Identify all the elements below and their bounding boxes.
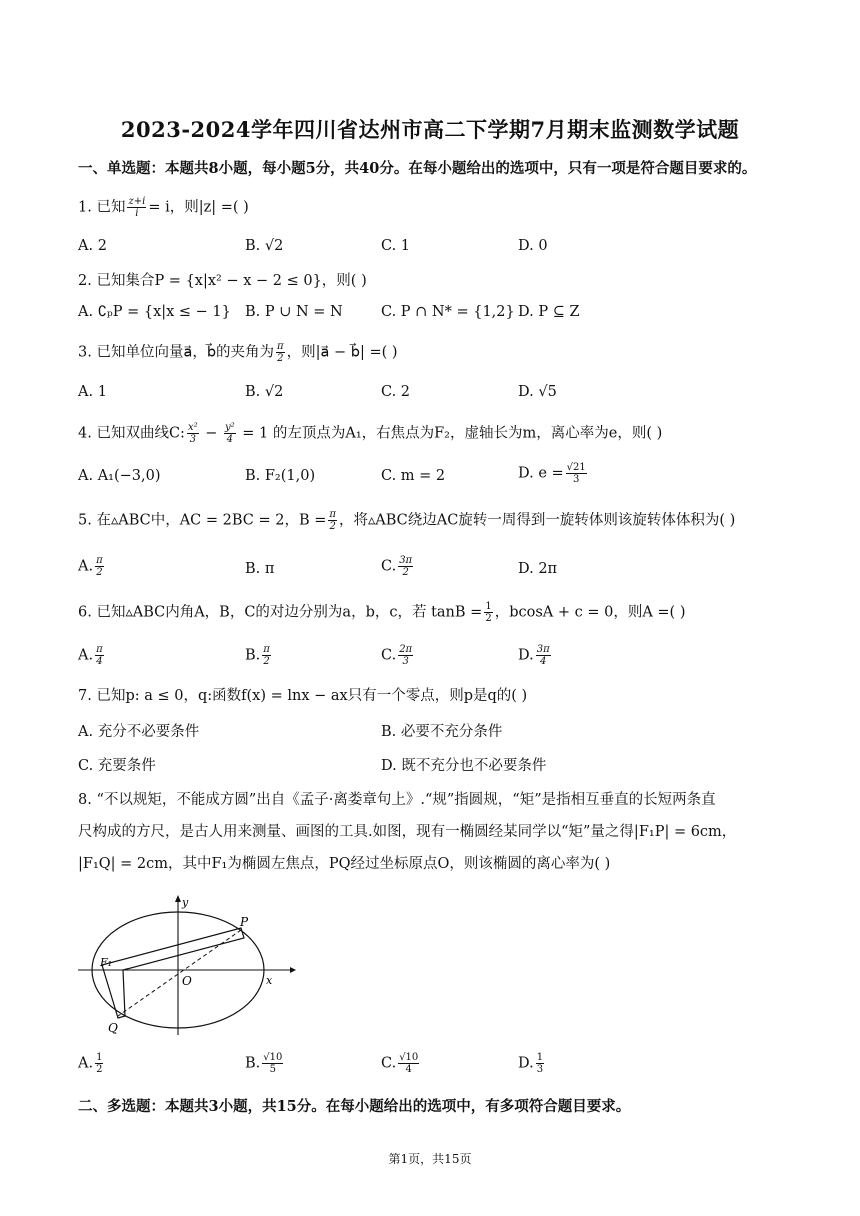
question-5-stem-a: 5. 在▵ABC中，AC = 2BC = 2，B = <box>78 512 327 529</box>
q8-option-b: B. $\frac{√10}{5}$ <box>245 1052 283 1075</box>
q6-option-a: A. $\frac{\pi}{4}$ <box>78 644 103 667</box>
question-4-stem-a: 4. 已知双曲线C: <box>78 425 185 442</box>
q5-option-c: C. $\frac{3\pi}{2}$ <box>381 555 413 578</box>
question-3-fraction: $\frac{\pi}{2}$ <box>277 341 284 364</box>
q2-option-d: D. P ⊆ Z <box>518 304 580 320</box>
y-axis-arrow-icon <box>175 895 181 902</box>
square-ruler <box>102 928 244 1018</box>
q4-option-d <box>518 462 589 485</box>
segment-pq <box>118 930 241 1016</box>
label-y: y <box>182 896 189 909</box>
q6-option-c: C. $\frac{2\pi}{3}$ <box>381 644 413 667</box>
question-4 <box>78 422 662 445</box>
q5-option-d: D. 2π <box>518 561 558 577</box>
q1-option-d: D. 0 <box>518 238 548 254</box>
q4-option-d-label: D. e = <box>518 465 564 482</box>
ellipse-figure <box>78 890 298 1040</box>
q8-option-d: D. $\frac{1}{3}$ <box>518 1052 544 1075</box>
q6-option-b: B. $\frac{\pi}{2}$ <box>245 644 270 667</box>
q5-option-a: A. $\frac{\pi}{2}$ <box>78 555 103 578</box>
label-q: Q <box>108 1021 118 1035</box>
q1-option-b: B. √2 <box>245 238 284 254</box>
question-4-minus: − <box>200 425 222 442</box>
question-1 <box>78 196 249 219</box>
section-heading-single-choice: 一、单选题：本题共8小题，每小题5分，共40分。在每小题给出的选项中，只有一项是符合题目要求的。 <box>78 160 757 177</box>
q2-option-b: B. P ∪ N = N <box>245 304 343 320</box>
q7-option-a: A. 充分不必要条件 <box>78 724 200 740</box>
question-6-stem-a: 6. 已知▵ABC内角A，B，C的对边分别为a，b，c，若 tanB = <box>78 604 483 621</box>
q1-option-a: A. 2 <box>78 238 107 254</box>
question-8-line-3: |F₁Q| = 2cm，其中F₁为椭圆左焦点，PQ经过坐标原点O，则该椭圆的离心率为( ) <box>78 856 611 872</box>
q3-option-c: C. 2 <box>381 384 411 400</box>
label-f1: F₁ <box>100 956 113 969</box>
q2-option-a: A. ∁ₚP = {x|x ≤ − 1} <box>78 304 231 320</box>
question-8 <box>78 784 783 880</box>
question-6 <box>78 601 685 624</box>
question-4-fraction-y: $\frac{\text{y²}}{4}$ <box>224 422 235 445</box>
question-3-stem-a: 3. 已知单位向量a⃗，b⃗的夹角为 <box>78 344 275 361</box>
q3-option-a: A. 1 <box>78 384 107 400</box>
question-1-stem-b: = i，则|z| =( ) <box>148 199 249 216</box>
q3-option-b: B. √2 <box>245 384 284 400</box>
q8-option-c: C. $\frac{√10}{4}$ <box>381 1052 419 1075</box>
q6-option-d: D. $\frac{3\pi}{4}$ <box>518 644 550 667</box>
question-3 <box>78 341 398 364</box>
question-3-stem-b: ，则|a⃗ − b⃗| =( ) <box>286 344 398 361</box>
q1-option-c: C. 1 <box>381 238 411 254</box>
q7-option-b: B. 必要不充分条件 <box>381 724 503 740</box>
question-5-fraction: $\frac{\pi}{2}$ <box>329 509 336 532</box>
question-5-stem-b: ，将▵ABC绕边AC旋转一周得到一旋转体则该旋转体体积为( ) <box>338 512 736 529</box>
page-title: 2023-2024学年四川省达州市高二下学期7月期末监测数学试题 <box>120 117 740 142</box>
section-heading-multi-choice: 二、多选题：本题共3小题，共15分。在每小题给出的选项中，有多项符合题目要求。 <box>78 1098 631 1115</box>
question-4-stem-b: = 1 的左顶点为A₁，右焦点为F₂，虚轴长为m，离心率为e，则( ) <box>237 425 663 442</box>
question-7: 7. 已知p: a ≤ 0，q:函数f(x) = lnx − ax只有一个零点，则p是q的( ) <box>78 688 528 704</box>
question-6-stem-b: ，bcosA + c = 0，则A =( ) <box>494 604 686 621</box>
question-5 <box>78 509 735 532</box>
q8-option-a: A. $\frac{1}{2}$ <box>78 1052 103 1075</box>
question-2: 2. 已知集合P = {x|x² − x − 2 ≤ 0}，则( ) <box>78 273 367 289</box>
page-footer: 第1页，共15页 <box>388 1152 472 1166</box>
label-x: x <box>266 974 273 987</box>
question-8-line-1: 8. “不以规矩，不能成方圆”出自《孟子·离娄章句上》.“规”指圆规，“矩”是指相互垂直的长短两条直 <box>78 792 716 808</box>
q3-option-d: D. √5 <box>518 384 557 400</box>
q4-option-a: A. A₁(−3,0) <box>78 468 161 484</box>
q4-option-d-fraction: $\frac{√21}{3}$ <box>566 462 586 485</box>
label-o: O <box>182 974 192 988</box>
x-axis-arrow-icon <box>290 967 296 973</box>
q7-option-d: D. 既不充分也不必要条件 <box>381 758 547 774</box>
q4-option-c: C. m = 2 <box>381 468 446 484</box>
q2-option-c: C. P ∩ N* = {1,2} <box>381 304 515 320</box>
q4-option-b: B. F₂(1,0) <box>245 468 316 484</box>
q5-option-b: B. π <box>245 561 275 577</box>
question-4-fraction-x: $\frac{\text{x²}}{3}$ <box>187 422 198 445</box>
question-1-stem-a: 1. 已知 <box>78 199 126 216</box>
q7-option-c: C. 充要条件 <box>78 758 156 774</box>
question-1-fraction: $\frac{z+i}{i}$ <box>128 196 146 219</box>
question-6-fraction: $\frac{1}{2}$ <box>485 601 492 624</box>
label-p: P <box>240 915 249 929</box>
question-8-line-2: 尺构成的方尺，是古人用来测量、画图的工具.如图，现有一椭圆经某同学以“矩”量之得|F₁P| = 6cm， <box>78 824 737 840</box>
